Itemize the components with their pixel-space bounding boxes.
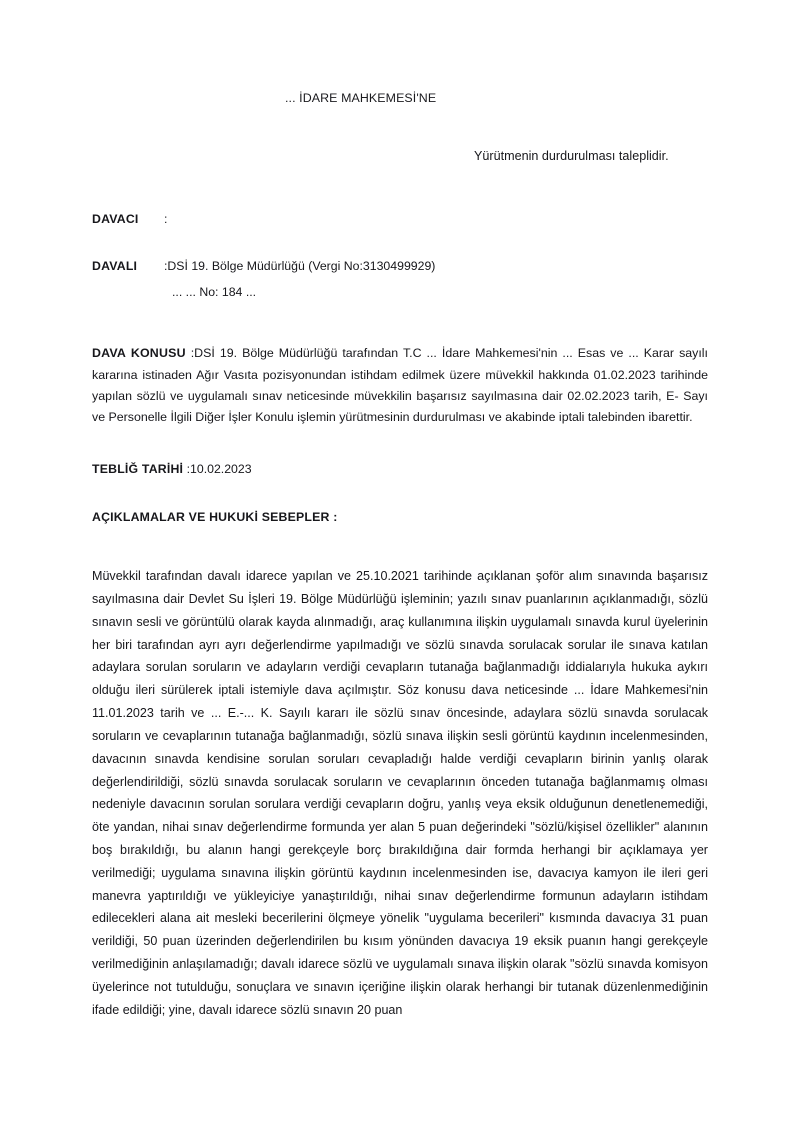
document-content (92, 0, 708, 1022)
defendant-address-line: ... ... No: 184 ... (172, 285, 257, 300)
stay-of-execution-request: Yürütmenin durdurulması taleplidir. (474, 148, 669, 163)
defendant-value: :DSİ 19. Bölge Müdürlüğü (Vergi No:3130499929) (164, 258, 436, 273)
defendant-label: DAVALI (92, 258, 138, 273)
parties-block (92, 211, 708, 302)
explanations-section-heading: AÇIKLAMALAR VE HUKUKİ SEBEPLER : (92, 509, 338, 524)
page-title: ... İDARE MAHKEMESİ'NE (285, 91, 437, 105)
notification-date-label: TEBLİĞ TARİHİ (92, 461, 184, 476)
party-row-defendant (92, 258, 708, 275)
notification-date-row (92, 461, 708, 478)
notification-date-value: :10.02.2023 (183, 461, 252, 476)
case-subject-text: :DSİ 19. Bölge Müdürlüğü tarafından T.C ... İdare Mahkemesi'nin ... Esas ve ... Karar sayılı kararına istinaden Ağır Vasıta pozisyonundan istihdam edilmek üzere müvekkil hakkında 01.02.2023 tarihinde yapılan sözlü ve uygulamalı sınav neticesinde müvekkilin başarısız sayılmasına dair 02.02.2023 tarih, E- Sayı ve Personelle İlgili Diğer İşler Konulu işlemin yürütmesinin durdurulması ve akabinde iptali talebinden ibarettir. (92, 346, 708, 425)
plaintiff-value: : (164, 211, 168, 226)
party-row-plaintiff (92, 211, 708, 228)
explanations-body-paragraph: Müvekkil tarafından davalı idarece yapılan ve 25.10.2021 tarihinde açıklanan şoför alım sınavında başarısız sayılmasına dair Devlet Su İşleri 19. Bölge Müdürlüğü işleminin; yazılı sınav puanlarının açıklanmadığı, sözlü sınavın sesli ve görüntülü olarak kayda alınmadığı, araç kullanımına ilişkin uygulamalı sınavda kurul üyelerinin her biri tarafından ayrı ayrı değerlendirme yapılmadığı ve sözlü sınavda sorulacak sorular ile sınava katılan adaylara sorulan soruların ve adayların verdiği cevapların tutanağa bağlanmadığı iddialarıyla hukuka aykırı olduğu ileri sürülerek iptali istemiyle dava açılmıştır. Söz konusu dava neticesinde ... İdare Mahkemesi'nin 11.01.2023 tarih ve ... E.-... K. Sayılı kararı ile sözlü sınav öncesinde, adaylara sözlü sınavda sorulacak soruların ve cevaplarının tutanağa bağlanmadığı, sözlü sınava ilişkin sesli görüntü kaydının incelenmesinden, davacının sınavda kendisine sorulan soruları cevapladığı halde verdiği cevapların birinin yanlış olarak değerlendirildiği, sözlü sınavda sorulacak soruların ve cevaplarının önceden tutanağa bağlanmamış olması nedeniyle davacının sorulan sorulara verdiği cevapların doğru, yanlış veya eksik olduğunun denetlenemediği, öte yandan, nihai sınav değerlendirme formunda yer alan 5 puan değerindeki "sözlü/kişisel özellikler" alanının boş bırakıldığı, bu alanın hangi gerekçeyle borç bırakıldığına dair formda herhangi bir açıklamaya yer verilmediği; uygulama sınavına ilişkin görüntü kaydının incelenmesinden ise, davacıya kamyon ile ileri geri manevra yaptırıldığı ve yükleyiciye yanaştırıldığı, nihai sınav değerlendirme formunun adayların istihdam edilecekleri alana ait mesleki becerilerini ölçmeye yönelik "uygulama becerileri" kısmında davacıya 31 puan verildiği, 50 puan üzerinden değerlendirilen bu kısım yönünden davacıya 19 eksik puanın hangi gerekçeyle verilmediğinin anlaşılamadığı; davalı idarece sözlü ve uygulamalı sınava ilişkin olarak "sözlü sınavda komisyon üyelerince not tutulduğu, sonuçlara ve sınavın içeriğine ilişkin olarak herhangi bir tutanak düzenlenmediğinin ifade edildiği; yine, davalı idarece sözlü sınavın 20 puan (92, 569, 708, 1017)
case-subject-block (92, 343, 708, 428)
case-subject-label: DAVA KONUSU (92, 346, 186, 361)
plaintiff-label: DAVACI (92, 211, 139, 226)
